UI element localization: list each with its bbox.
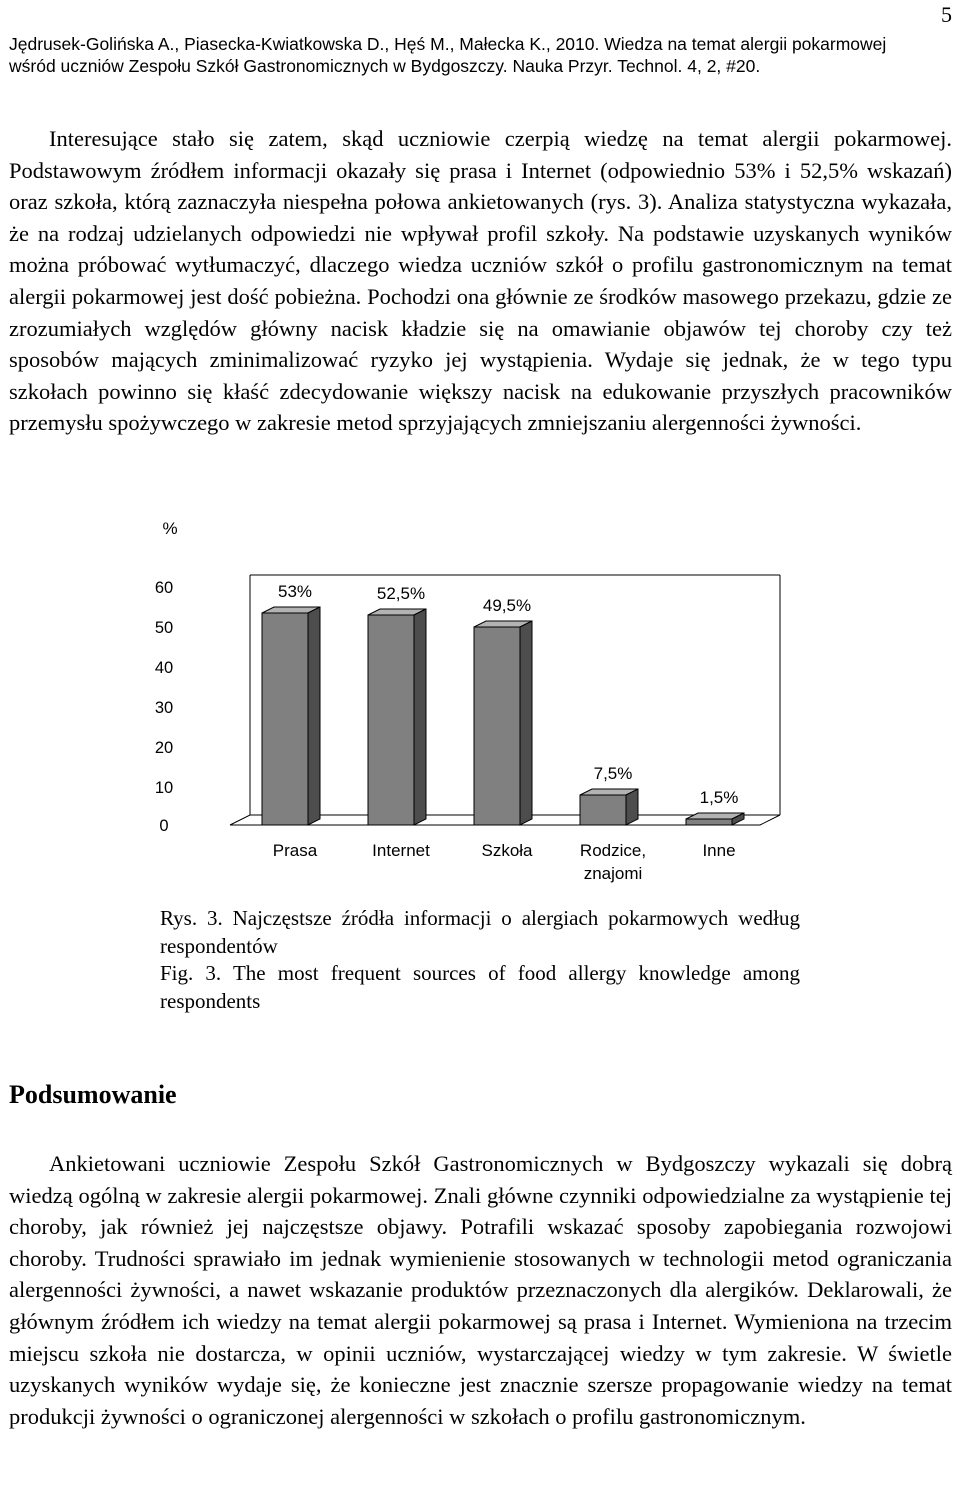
paragraph-2-text: Ankietowani uczniowie Zespołu Szkół Gastronomicznych w Bydgoszczy wykazali się dobrą wiedzą ogólną w zakresie alergii pokarmowej. Znali główne czynniki odpowiedzialne za wystąpienie tej choroby, jak również jej najczęstsze objawy. Potrafili wskazać sposoby zapobiegania rozwojowi choroby. Trudności sprawiało im jednak wymienienie stosowanych w technologii metod ograniczania alergenności żywności, a nawet wskazanie produktów przeznaczonych dla alergików. Deklarowali, że głównym źródłem ich wiedzy na temat alergii pokarmowej są prasa i Internet. Wymieniona na trzecim miejscu szkoła nie dostarcza, w opinii uczniów, wystarczającej wiedzy w tym zakresie. W świetle uzyskanych wyników wydaje się, że konieczne jest znacznie szersze propagowanie wiedzy na temat produkcji żywności o ograniczonej alergenności w szkołach o profilu gastronomicznym. [9,1151,952,1429]
data-label: 1,5% [699,788,739,807]
section-heading-summary: Podsumowanie [9,1080,177,1109]
data-label: 7,5% [593,764,633,783]
bar-side-face [414,609,426,825]
category-label: Rodzice, [579,841,647,860]
page-number: 5 [941,2,952,27]
bar [474,621,532,825]
y-axis-label: % [162,519,178,538]
data-label: 49,5% [482,596,532,615]
bar-side-face [308,607,320,825]
category-label: Prasa [272,841,318,860]
paragraph-1-text: Interesujące stało się zatem, skąd uczniowie czerpią wiedzę na temat alergii pokarmowej. Podstawowym źródłem informacji okazały się prasa i Internet (odpowiednio 53% i 52,5% wskazań) oraz szkoła, którą zaznaczyła niespełna połowa ankietowanych (rys. 3). Analiza statystyczna wykazała, że na rodzaj udzielanych odpowiedzi nie wpływał profil szkoły. Na podstawie uzyskanych wyników można próbować wytłumaczyć, dlaczego wiedza uczniów szkół o profilu gastronomicznym na temat alergii pokarmowej jest dość pobieżna. Pochodzi ona głównie ze środków masowego przekazu, gdzie ze zrozumiałych względów główny nacisk kładzie się na omawianie objawów tej choroby czy też sposobów mających zminimalizować ryzyko jej wystąpienia. Wydaje się jednak, że w tego typu szkołach powinno się kłaść zdecydowanie większy nacisk na edukowanie przyszłych pracowników przemysłu spożywczego w zakresie metod sprzyjających zmniejszaniu alergenności żywności. [9,126,952,436]
body-paragraph-1 [9,123,952,439]
category-label: Internet [372,841,430,860]
y-tick-label: 50 [154,619,174,637]
bar-front-face [262,613,308,825]
body-paragraph-2 [9,1148,952,1432]
bar-front-face [368,615,414,825]
caption-polish: Rys. 3. Najczęstsze źródła informacji o alergiach pokarmowych według respondentów [160,906,800,958]
bar-chart [140,510,820,900]
bar-front-face [686,819,732,825]
bar [262,607,320,825]
bar-side-face [626,789,638,825]
y-tick-label: 0 [159,817,169,835]
running-header [9,33,954,77]
y-tick-label: 40 [154,659,174,677]
category-label: Szkoła [481,841,533,860]
data-label: 52,5% [376,584,426,603]
header-line-1: Jędrusek-Golińska A., Piasecka-Kwiatkowska D., Hęś M., Małecka K., 2010. Wiedza na temat alergii pokarmowej [9,34,887,54]
x-axis-labels [273,841,736,883]
figure-caption [160,905,800,1015]
chart-bars [262,607,744,825]
bar [686,813,744,825]
data-label: 53% [277,582,313,601]
y-tick-label: 10 [154,779,174,797]
y-tick-label: 60 [154,579,174,597]
header-line-2: wśród uczniów Zespołu Szkół Gastronomicznych w Bydgoszczy. Nauka Przyr. Technol. 4, 2, #20. [9,56,761,76]
bar-front-face [474,627,520,825]
bar-front-face [580,795,626,825]
category-label: Inne [702,841,736,860]
bar [368,609,426,825]
y-tick-label: 30 [154,699,174,717]
category-label: znajomi [583,864,643,883]
bar-side-face [520,621,532,825]
y-tick-label: 20 [154,739,174,757]
caption-english: Fig. 3. The most frequent sources of food allergy knowledge among respondents [160,961,800,1013]
chart-floor-side [760,815,780,825]
bar [580,789,638,825]
y-axis [155,519,178,835]
